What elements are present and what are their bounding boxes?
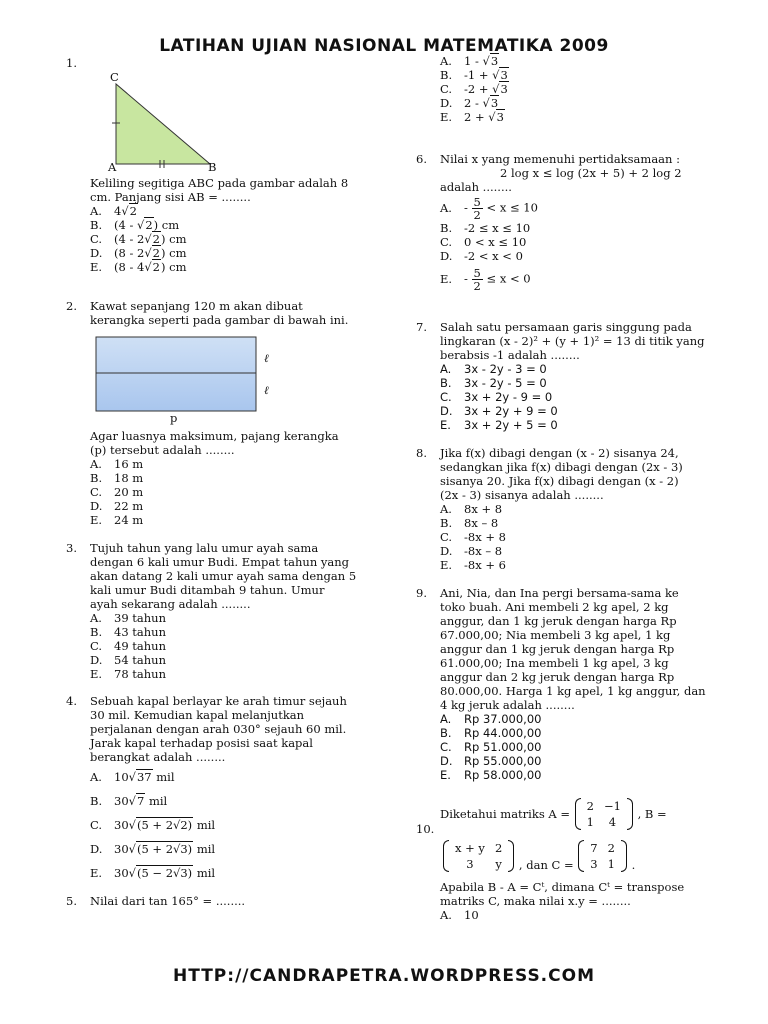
option-a: A. 8x + 8 (440, 502, 503, 516)
question-text: cm. Panjang sisi AB = ........ (90, 190, 251, 204)
option-d: D. 30√(5 + 2√3) mil (90, 842, 216, 856)
matrix-a-line (440, 798, 684, 840)
option-b: B. 18 m (90, 471, 144, 485)
option-c: C. 20 m (90, 485, 144, 499)
question-number: 3. (66, 541, 77, 555)
option-b: B. 3x - 2y - 5 = 0 (440, 376, 547, 390)
footer-url: HTTP://CANDRAPETRA.WORDPRESS.COM (173, 966, 595, 986)
option-a: A. 16 m (90, 457, 144, 471)
question-4 (66, 694, 386, 884)
question-text: Agar luasnya maksimum, pajang kerangka (90, 429, 339, 443)
question-text: Jika f(x) dibagi dengan (x - 2) sisanya 24, (440, 446, 679, 460)
option-b: B. (4 - √2) cm (90, 218, 180, 232)
question-10 (416, 798, 756, 928)
option-a: A. 4√2 (90, 204, 137, 218)
question-7 (416, 320, 746, 432)
matrix-bc-line (442, 840, 684, 880)
option-c: C. (4 - 2√2) cm (90, 232, 187, 246)
question-text: anggur, dan 1 kg jeruk dengan harga Rp (440, 614, 677, 628)
question-text: 67.000,00; Nia membeli 3 kg apel, 1 kg (440, 628, 671, 642)
question-9 (416, 586, 746, 786)
question-number: 2. (66, 299, 77, 313)
option-b: B. -2 ≤ x ≤ 10 (440, 221, 531, 235)
option-c: C. Rp 51.000,00 (440, 740, 542, 754)
question-text: Nilai dari tan 165° = ........ (90, 894, 246, 908)
question-text: matriks C, maka nilai x.y = ........ (440, 894, 631, 908)
question-text: adalah ........ (440, 180, 512, 194)
question-number: 10. (416, 822, 435, 836)
option-e: E. (8 - 4√2) cm (90, 260, 187, 274)
option-b: B. 8x – 8 (440, 516, 499, 530)
matrix-a: 2 −1 1 4 (574, 798, 634, 830)
page-title: LATIHAN UJIAN NASIONAL MATEMATIKA 2009 (159, 36, 609, 56)
question-text: Tujuh tahun yang lalu umur ayah sama (90, 541, 319, 555)
option-d: D. Rp 55.000,00 (440, 754, 542, 768)
question-text: 61.000,00; Ina membeli 1 kg apel, 3 kg (440, 656, 669, 670)
matrix-c: 7 2 3 1 (577, 840, 628, 872)
question-text: sisanya 20. Jika f(x) dibagi dengan (x - 2) (440, 474, 679, 488)
question-text: Salah satu persamaan garis singgung pada (440, 320, 692, 334)
question-text: 80.000,00. Harga 1 kg apel, 1 kg anggur, dan (440, 684, 706, 698)
question-text: , B = (637, 807, 667, 821)
question-text: kerangka seperti pada gambar di bawah ini. (90, 313, 349, 327)
question-number: 7. (416, 320, 427, 334)
option-c: C. 49 tahun (90, 639, 166, 653)
option-c: C. 3x + 2y - 9 = 0 (440, 390, 553, 404)
question-text: Keliling segitiga ABC pada gambar adalah 8 (90, 176, 349, 190)
question-1 (66, 56, 386, 291)
question-text: Nilai x yang memenuhi pertidaksamaan : (440, 152, 680, 166)
question-text: perjalanan dengan arah 030° sejauh 60 mil. (90, 722, 347, 736)
option-b: B. 30√7 mil (90, 794, 168, 808)
question-text: berabsis -1 adalah ........ (440, 348, 580, 362)
option-d: D. -8x – 8 (440, 544, 503, 558)
question-text: Sebuah kapal berlayar ke arah timur sejauh (90, 694, 347, 708)
label-l-bottom: ℓ (264, 383, 269, 397)
frame-rectangle (96, 337, 256, 411)
option-a: A. - $\frac{5}{2}$ < x ≤ 10 (440, 195, 538, 222)
frame-figure (94, 335, 258, 413)
option-d: D. -2 < x < 0 (440, 249, 523, 263)
inequality: 2 log x ≤ log (2x + 5) + 2 log 2 (500, 166, 682, 180)
option-e: E. -8x + 6 (440, 558, 506, 572)
question-number: 5. (66, 894, 77, 908)
question-number: 6. (416, 152, 427, 166)
question-text: akan datang 2 kali umur ayah sama dengan 5 (90, 569, 357, 583)
option-e: E. 78 tahun (90, 667, 166, 681)
question-text: 30 mil. Kemudian kapal melanjutkan (90, 708, 305, 722)
option-a: A. 3x - 2y - 3 = 0 (440, 362, 547, 376)
question-number: 8. (416, 446, 427, 460)
option-d: D. 3x + 2y + 9 = 0 (440, 404, 558, 418)
question-text: kali umur Budi ditambah 9 tahun. Umur (90, 583, 325, 597)
question-text: Apabila B - A = Cᵗ, dimana Cᵗ = transpose (440, 880, 685, 894)
option-d: D. 54 tahun (90, 653, 166, 667)
option-c: C. 30√(5 + 2√2) mil (90, 818, 216, 832)
question-text: (p) tersebut adalah ........ (90, 443, 235, 457)
question-number: 4. (66, 694, 77, 708)
option-e: E. 24 m (90, 513, 144, 527)
question-text: berangkat adalah ........ (90, 750, 226, 764)
question-text: sedangkan jika f(x) dibagi dengan (2x - 3) (440, 460, 683, 474)
option-c: C. 0 < x ≤ 10 (440, 235, 527, 249)
option-a: A. 10√37 mil (90, 770, 175, 784)
option-e: E. 30√(5 − 2√3) mil (90, 866, 216, 880)
question-number: 1. (66, 56, 77, 70)
option-d: D. 22 m (90, 499, 144, 513)
option-d: D. (8 - 2√2) cm (90, 246, 187, 260)
option-e: E. 2 + √3 (440, 110, 504, 124)
vertex-label-c: C (110, 70, 119, 84)
question-text: anggur dan 1 kg jeruk dengan harga Rp (440, 642, 675, 656)
triangle-shape (116, 84, 210, 164)
option-a: A. 10 (440, 908, 479, 922)
question-text: Ani, Nia, dan Ina pergi bersama-sama ke (440, 586, 679, 600)
question-text: Kawat sepanjang 120 m akan dibuat (90, 299, 303, 313)
question-5 (66, 894, 386, 910)
option-b: B. -1 + √3 (440, 68, 508, 82)
question-text: toko buah. Ani membeli 2 kg apel, 2 kg (440, 600, 669, 614)
question-text: Diketahui matriks A = (440, 807, 570, 821)
question-text: Jarak kapal terhadap posisi saat kapal (90, 736, 313, 750)
option-e: E. 3x + 2y + 5 = 0 (440, 418, 558, 432)
question-8 (416, 446, 746, 572)
option-c: C. -8x + 8 (440, 530, 506, 544)
vertex-label-a: A (108, 160, 117, 174)
option-a: A. 39 tahun (90, 611, 166, 625)
option-a: A. 1 - √3 (440, 54, 499, 68)
option-a: A. Rp 37.000,00 (440, 712, 542, 726)
question-number: 9. (416, 586, 427, 600)
question-text: 4 kg jeruk adalah ........ (440, 698, 575, 712)
vertex-label-b: B (208, 160, 217, 174)
label-p: p (170, 411, 178, 425)
option-c: C. -2 + √3 (440, 82, 508, 96)
question-text: , dan C = (518, 858, 574, 872)
question-text: anggur dan 2 kg jeruk dengan harga Rp (440, 670, 675, 684)
question-6 (416, 152, 746, 308)
triangle-abc-figure (102, 68, 222, 178)
option-e: E. Rp 58.000,00 (440, 768, 542, 782)
question-3 (66, 541, 386, 686)
option-b: B. Rp 44.000,00 (440, 726, 542, 740)
question-2 (66, 299, 386, 529)
matrix-b: x + y 2 3 y (442, 840, 515, 872)
question-text: lingkaran (x - 2)² + (y + 1)² = 13 di titik yang (440, 334, 705, 348)
option-d: D. 2 - √3 (440, 96, 499, 110)
question-text: ayah sekarang adalah ........ (90, 597, 251, 611)
question-text: . (631, 858, 636, 872)
label-l-top: ℓ (264, 351, 269, 365)
option-e: E. - $\frac{5}{2}$ ≤ x < 0 (440, 266, 531, 293)
question-text: (2x - 3) sisanya adalah ........ (440, 488, 604, 502)
question-5-options (440, 54, 740, 138)
option-b: B. 43 tahun (90, 625, 166, 639)
question-text: dengan 6 kali umur Budi. Empat tahun yang (90, 555, 350, 569)
